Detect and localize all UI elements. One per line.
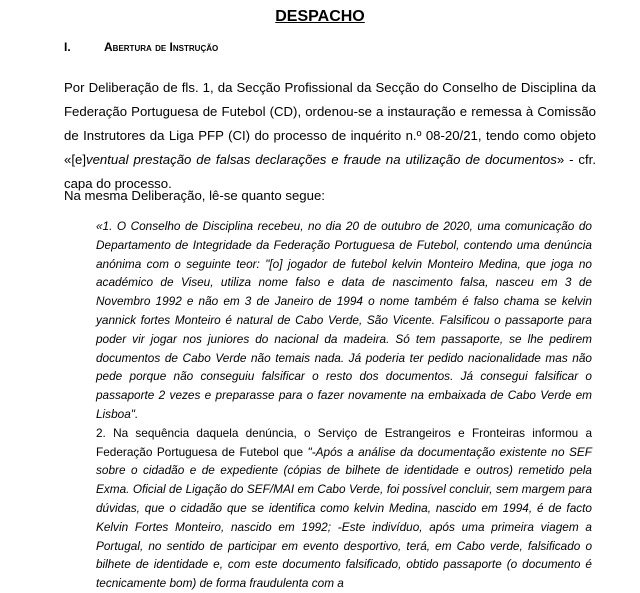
quote-item-2-text: "-Após a análise da documentação existente no SEF sobre o cidadão e de expediente (cópias de bilhete de identidade e outros) remetido pela Exma. Oficial de Ligação do SEF/MAI em Cabo Verde, foi possível concluir, sem margem para dúvidas, que o cidadão que se identifica como kelvin Medina, nascido em 1994, é de facto Kelvin Fortes Monteiro, nascido em 1992; -Este indivíduo, após uma primeira viagem a Portugal, no sentido de participar em evento desportivo, terá, em Cabo verde, falsificado o bilhete de identidade e, com este documento falsificado, obtido passaporte (o documento é tecnicamente bom) de forma fraudulenta com a	[96, 444, 592, 591]
paragraph-intro-quote: Na mesma Deliberação, lê-se quanto segue:	[64, 188, 325, 203]
paragraph-opening-emphasis: ventual prestação de falsas declarações e fraude na utilização de documentos	[86, 152, 557, 167]
section-heading	[64, 40, 218, 54]
quote-item-2-lead: 2. Na sequência daquela denúncia, o Serviço de Estrangeiros e Fronteiras informou a Federação Portuguesa de Futebol que	[96, 425, 592, 459]
document-title: DESPACHO	[275, 8, 365, 25]
paragraph-opening-tail: » - cfr. capa do processo.	[64, 152, 596, 191]
paragraph-opening	[64, 76, 596, 196]
block-quote	[96, 217, 592, 593]
section-title: Abertura de Instrução	[104, 40, 219, 54]
quote-item-2	[96, 424, 592, 593]
paragraph-opening-text: Por Deliberação de fls. 1, da Secção Profissional da Secção do Conselho de Disciplina da Federação Portuguesa de Futebol (CD), ordenou-se a instauração e remessa à Comissão de Instrutores da Liga PFP (CI) do processo de inquérito n.º 08-20/21, tendo como objeto «[e]	[64, 80, 596, 167]
quote-item-1: «1. O Conselho de Disciplina recebeu, no dia 20 de outubro de 2020, uma comunicação do Departamento de Integridade da Federação Portuguesa de Futebol, contendo uma denúncia anónima com o seguinte teor: "[o] jogador de futebol kelvin Monteiro Medina, que joga no académico de Viseu, utiliza nome falso e data de nascimento falsa, nasceu em 3 de Novembro 1992 e não em 3 de Janeiro de 1994 o nome também é falso chama se kelvin yannick fortes Monteiro é natural de Cabo Verde, São Vicente. Falsificou o passaporte para poder vir jogar nos juniores do nacional da madeira. Só tem passaporte, se lhe pedirem documentos de Cabo Verde não temais nada. Já poderia ter pedido nacionalidade mas não pede porque não conseguiu falsificar o resto dos documentos. Já consegui falsificar o passaporte 2 vezes e preparasse para o fazer novamente na embaixada de Cabo Verde em Lisboa".	[96, 219, 592, 421]
section-number: I.	[64, 40, 71, 54]
